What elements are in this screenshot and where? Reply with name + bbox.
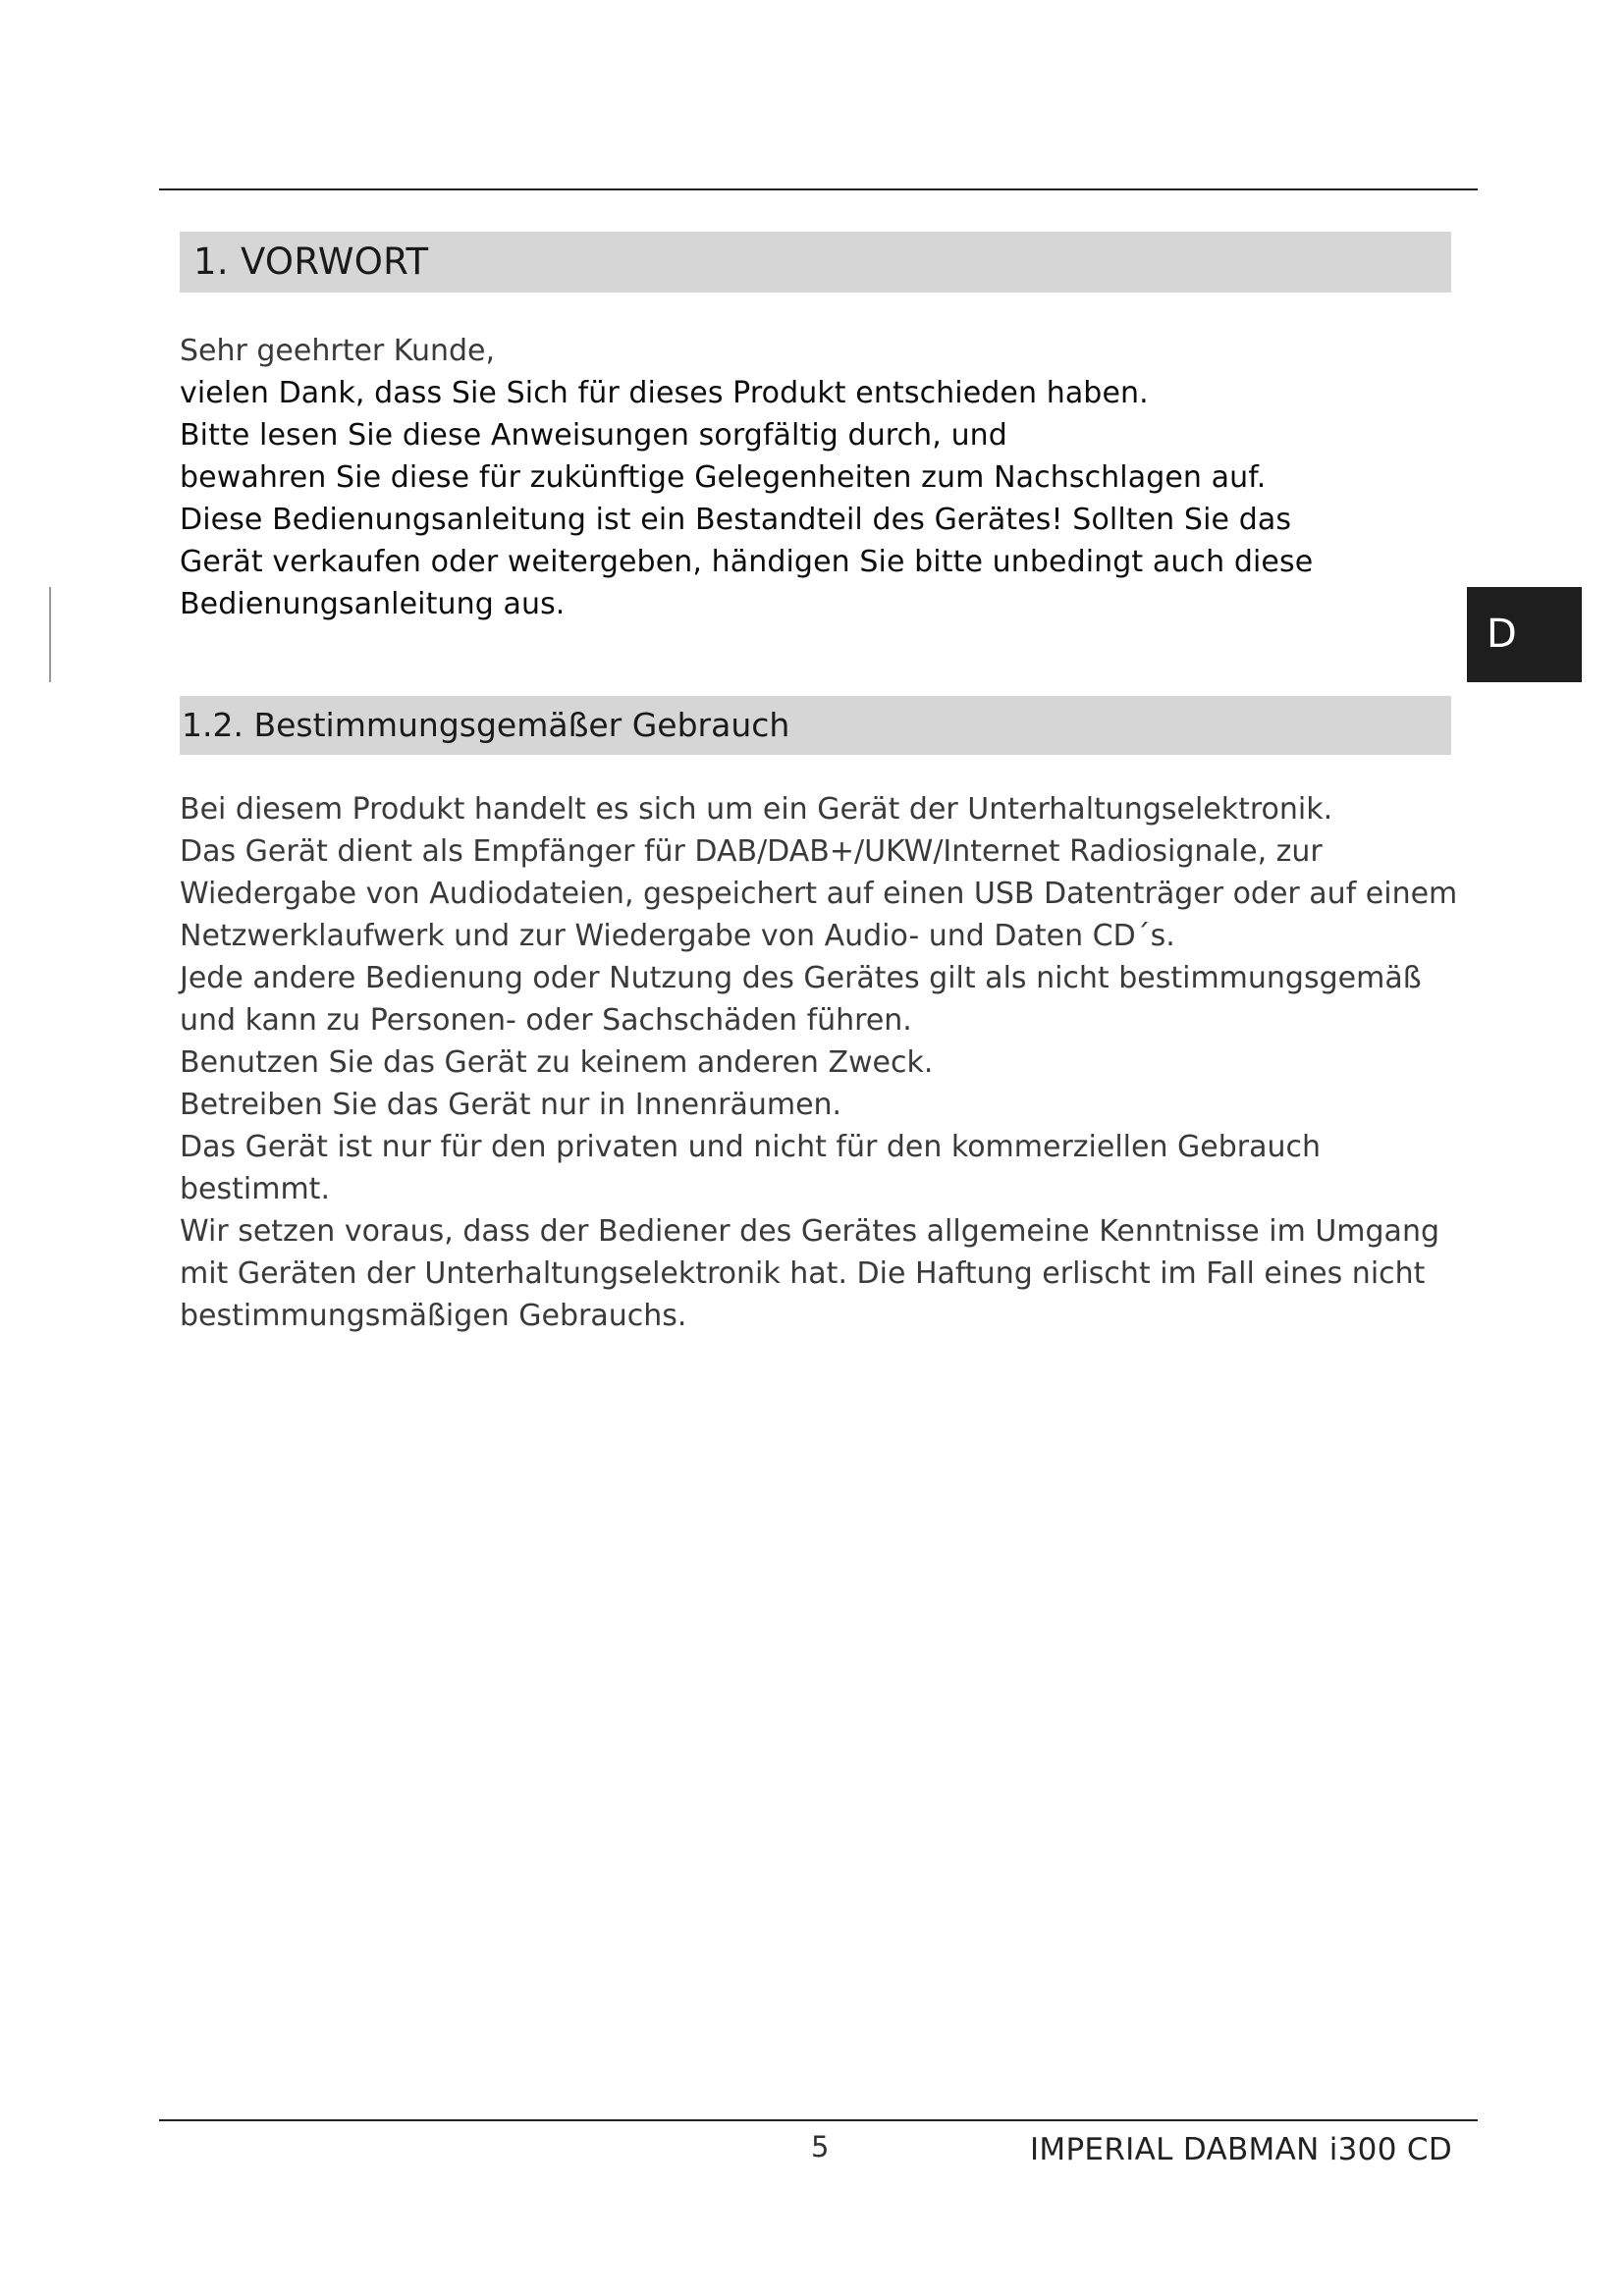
language-tab: D — [1467, 587, 1582, 682]
intro-line: Diese Bedienungsanleitung ist ein Bestandteil des Gerätes! Sollten Sie das — [180, 503, 1292, 537]
intro-line: vielen Dank, dass Sie Sich für dieses Produkt entschieden haben. — [180, 376, 1149, 410]
usage-line: Wir setzen voraus, dass der Bediener des Gerätes allgemeine Kenntnisse im Umgang — [180, 1214, 1439, 1249]
section-heading-text: 1.2. Bestimmungsgemäßer Gebrauch — [182, 706, 790, 744]
usage-line: mit Geräten der Unterhaltungselektronik hat. Die Haftung erlischt im Fall eines nicht — [180, 1256, 1426, 1291]
usage-line: Das Gerät dient als Empfänger für DAB/DAB+/UKW/Internet Radiosignale, zur — [180, 834, 1323, 869]
page-number: 5 — [811, 2130, 830, 2163]
usage-text — [180, 788, 1476, 1337]
usage-line: Netzwerklaufwerk und zur Wiedergabe von Audio- und Daten CD´s. — [180, 919, 1175, 953]
margin-mark — [49, 587, 51, 682]
salutation: Sehr geehrter Kunde, — [180, 334, 496, 368]
intro-line: Gerät verkaufen oder weitergeben, händigen Sie bitte unbedingt auch diese — [180, 545, 1314, 579]
product-name: IMPERIAL DABMAN i300 CD — [1029, 2132, 1452, 2167]
usage-line: Bei diesem Produkt handelt es sich um ein Gerät der Unterhaltungselektronik. — [180, 792, 1333, 827]
usage-line: bestimmt. — [180, 1172, 330, 1206]
section-heading-usage — [180, 696, 1451, 755]
usage-line: Das Gerät ist nur für den privaten und nicht für den kommerziellen Gebrauch — [180, 1130, 1322, 1164]
intro-line: bewahren Sie diese für zukünftige Gelegenheiten zum Nachschlagen auf. — [180, 460, 1267, 495]
usage-line: Wiedergabe von Audiodateien, gespeichert auf einen USB Datenträger oder auf einem — [180, 877, 1458, 911]
top-rule — [159, 188, 1478, 190]
usage-line: und kann zu Personen- oder Sachschäden führen. — [180, 1003, 912, 1038]
usage-line: bestimmungsmäßigen Gebrauchs. — [180, 1299, 687, 1333]
intro-line: Bedienungsanleitung aus. — [180, 587, 566, 621]
intro-text — [180, 330, 1476, 625]
section-heading-text: 1. VORWORT — [193, 240, 429, 283]
usage-line: Benutzen Sie das Gerät zu keinem anderen Zweck. — [180, 1045, 934, 1080]
usage-line: Betreiben Sie das Gerät nur in Innenräumen. — [180, 1088, 842, 1122]
intro-line: Bitte lesen Sie diese Anweisungen sorgfältig durch, und — [180, 418, 1007, 453]
usage-line: Jede andere Bedienung oder Nutzung des Gerätes gilt als nicht bestimmungsgemäß — [180, 961, 1422, 995]
section-heading-vorwort — [180, 232, 1451, 293]
bottom-rule — [159, 2119, 1478, 2121]
